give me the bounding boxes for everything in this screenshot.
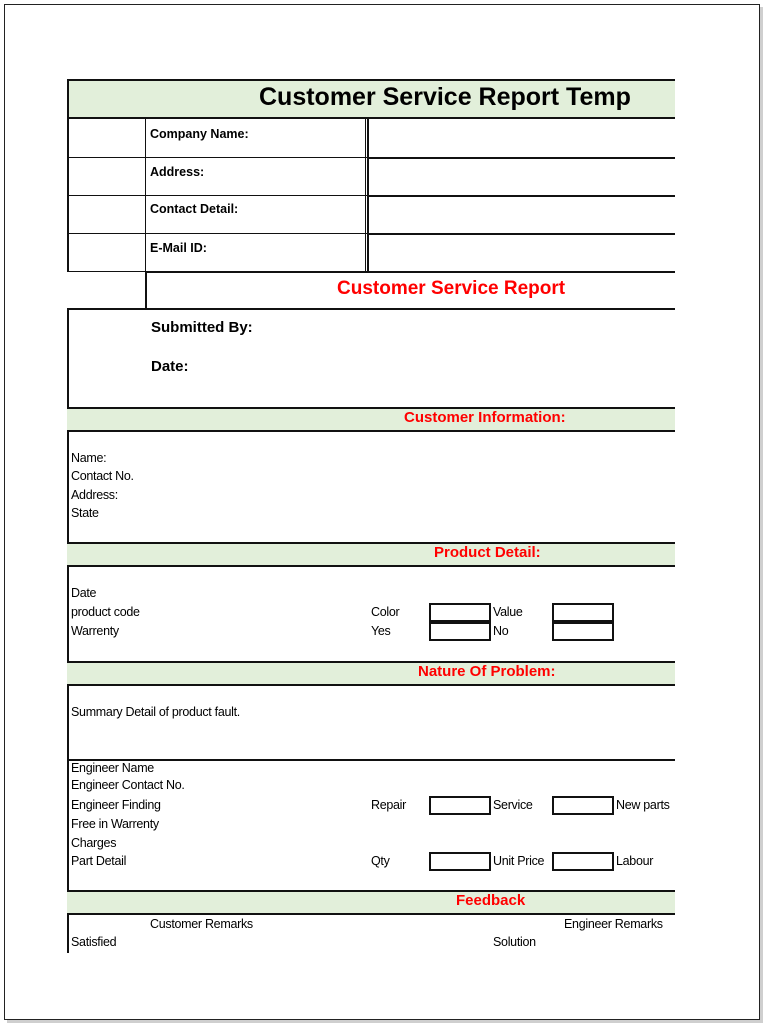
customer-state-label: State	[71, 506, 99, 520]
date-label: Date:	[151, 358, 189, 375]
customer-info-title: Customer Information:	[404, 409, 566, 426]
no-label: No	[493, 624, 509, 638]
problem-band	[67, 661, 675, 686]
submitted-by-label: Submitted By:	[151, 319, 253, 336]
grid-row-line	[367, 157, 675, 159]
product-date-label: Date	[71, 586, 97, 600]
color-label: Color	[371, 605, 400, 619]
value-input-box[interactable]	[552, 603, 614, 622]
free-warranty-label: Free in Warrenty	[71, 817, 159, 831]
left-border	[67, 308, 69, 953]
email-label: E-Mail ID:	[150, 241, 207, 255]
solution-label: Solution	[493, 935, 536, 949]
labour-label: Labour	[616, 854, 654, 868]
customer-contact-label: Contact No.	[71, 469, 134, 483]
problem-bottom-line	[67, 759, 675, 761]
page-title: Customer Service Report Temp	[259, 83, 631, 111]
unit-price-input-box[interactable]	[552, 852, 614, 871]
new-parts-label: New parts	[616, 798, 670, 812]
qty-label: Qty	[371, 854, 390, 868]
repair-label: Repair	[371, 798, 407, 812]
yes-input-box[interactable]	[429, 622, 491, 641]
product-code-label: product code	[71, 605, 140, 619]
unit-price-label: Unit Price	[493, 854, 545, 868]
report-title: Customer Service Report	[337, 278, 566, 299]
value-label: Value	[493, 605, 523, 619]
repair-input-box[interactable]	[429, 796, 491, 815]
grid-row-line	[67, 271, 147, 272]
engineer-remarks-label: Engineer Remarks	[564, 917, 663, 931]
grid-row-line	[147, 271, 675, 273]
product-detail-title: Product Detail:	[434, 544, 541, 561]
customer-address-label: Address:	[71, 488, 118, 502]
address-label: Address:	[150, 165, 205, 179]
grid-row-line	[67, 157, 367, 158]
report-title-left-border	[145, 271, 147, 309]
satisfied-label: Satisfied	[71, 935, 117, 949]
grid-row-line	[67, 233, 367, 234]
engineer-finding-label: Engineer Finding	[71, 798, 161, 812]
feedback-title: Feedback	[456, 892, 526, 909]
problem-title: Nature Of Problem:	[418, 663, 556, 680]
company-name-label: Company Name:	[150, 127, 249, 141]
yes-label: Yes	[371, 624, 391, 638]
document-page	[4, 4, 760, 1020]
grid-row-line	[67, 195, 367, 196]
problem-summary-label: Summary Detail of product fault.	[71, 705, 240, 719]
charges-label: Charges	[71, 836, 117, 850]
contact-detail-label: Contact Detail:	[150, 202, 239, 216]
engineer-name-label: Engineer Name	[71, 761, 154, 775]
grid-row-line	[367, 233, 675, 235]
feedback-band	[67, 890, 675, 915]
engineer-contact-label: Engineer Contact No.	[71, 778, 185, 792]
part-detail-label: Part Detail	[71, 854, 127, 868]
service-label: Service	[493, 798, 533, 812]
product-detail-band	[67, 542, 675, 567]
customer-remarks-label: Customer Remarks	[150, 917, 253, 931]
report-title-bottom-line	[67, 308, 675, 310]
customer-info-band	[67, 407, 675, 432]
service-input-box[interactable]	[552, 796, 614, 815]
warranty-label: Warrenty	[71, 624, 119, 638]
no-input-box[interactable]	[552, 622, 614, 641]
qty-input-box[interactable]	[429, 852, 491, 871]
report-sheet	[67, 79, 675, 953]
grid-row-line	[367, 195, 675, 197]
customer-name-label: Name:	[71, 451, 107, 465]
color-input-box[interactable]	[429, 603, 491, 622]
